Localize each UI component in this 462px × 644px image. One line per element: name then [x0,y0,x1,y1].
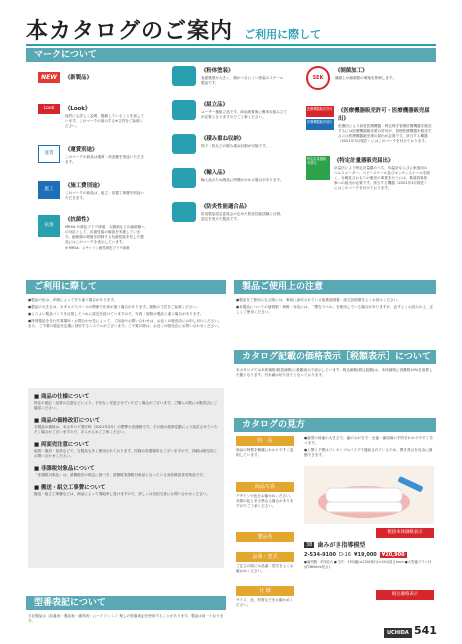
mark-antibacterial: 抗菌 《抗菌性》 MRSA や黄色ブドウ球菌、大腸菌などの細菌類への対応として、抗菌性能の確認を実施しています。細菌類の増殖を抑制する抗菌性能を有した製品にはこのマークを表示しています。 ※ MRSA：メチシリン耐性黄色ブドウ球菌 [38,215,146,251]
product-photo [304,466,434,524]
page-number: 541 [414,624,437,637]
powder-coating-icon [172,66,196,86]
medical-permit-badge: 医療機器販売許可 [306,106,334,117]
sample-name-row [304,540,434,549]
mark-freight: 運賃 《運賃別途》 このマークの商品は運賃・荷造費を別途いただきます。 [38,145,146,165]
new-badge: NEW [38,72,60,83]
page-header [26,14,436,46]
mark-medical-device: 医療機器販売許可 医療機器販売届出 《医療機器販売許可・医療機器販売届出》 医療法により高度医療機器・特定保守管理医療機器を販売するには医療機器販売業の許可が、管理医療機器を販売するには医療機器販売業の届出が必要です。該当する機器（2021年3月現在）にはこのマークを付けております。 [307,107,432,143]
mark-powder-coating: 《粉体塗装》 表面強度が大きく、傷がつきにくい塗装のスチール製品です。 [172,66,292,86]
mark-bacteria-control: SEK 《制菌加工》 繊維上の細菌数の増殖を抑制します。 [306,66,436,90]
brand-logo: UCHIDA [384,628,412,638]
grey-item: ■ 搬送・組立工事費について 搬送・組立工事費などは、商品によって現地申し受けますので、詳しくは各担当者にお問い合わせください。 [34,485,211,496]
page-subtitle: ご利用に際して [244,28,322,41]
size-text: サイズ、色、材質などをお確かめください。 [236,598,294,607]
mark-measuring-device: 特定計量器販売届出 《特定計量器販売届出》 計量法により特定計量器のうち、体温計ならびに家庭用のヘルスメーター、ベビースケール及びキッチンスケールを除く、分銅及びおもりの販売の事業を行うには、都道府県知事への届出が必要です。該当する機器（2021年3月現在）にはこのマークを付けております。 [307,157,430,190]
model-section-bar: 型番表記について [26,596,226,610]
stacking-icon [172,134,196,154]
sample-name: 歯みがき指導模型 [317,542,366,549]
assembly-icon [172,100,196,120]
tools-icon: 施工 [38,181,60,199]
grey-item: ■ 商品の仕様について 特注の意匠・品質の注意などにより、予告なく変更させていただく場合がございます。ご購入の際には販売店にご確認ください。 [34,394,217,410]
sample-tax-price: ¥20,900 [381,552,405,558]
look-badge: Look [38,104,60,114]
sample-bullet-1: ●歯型の前歯の大きさで、歯のみがき方・虫歯・歯周病の予防をわかりやすく学べます。 [304,436,433,445]
mark-construction: 施工 《施工費別途》 このマークの商品は、組立・設置工事費を別途いただきます。 [38,181,146,201]
mark-flame-retardant: 《防炎性能適合品》 防炎製品認定委員会の定めた防炎性能試験に合格、認定を受けた製品です。 [172,202,292,222]
flame-retardant-icon [172,202,196,222]
notice-left-text: ●製品の色は、印刷によって多少違う場合があります。 ●製品の大きさは、カタログスペースの関係で比率が違う場合があります。規格の寸法をご参照ください。 ●よりよい製品づくりを目指してつねに改良を続けていますので、写真・規格が製品と違う場合があります。 ●特別製品を含む作業場所・お問合わせ先によって、ご用途やお問い合わせは、お近くの販売店にお申し付けください。また、ご不要の製品を定期に回収するシステムがございます。ご不要の際は、お近くの販売店にお問い合わせください。 [28,298,222,328]
tooth-model-icon [304,466,434,524]
marks-right-column [306,66,436,191]
size-label: 仕 様 [236,586,294,596]
mark-imported: 《輸入品》 輸入品のため納品に時間がかかる場合があります。 [172,168,292,188]
truck-icon: 運賃 [38,145,60,163]
mark-look: Look 《Look》 他頁にも詳しく説明、掲載していることを表しています。このマークの指示する※文頁をご参照ください。 [38,104,146,129]
sek-icon: SEK [306,66,330,90]
photo-text: デザインや色をお確かめください。実際の色と多少異なる場合がありますのでご了承ください。 [236,494,294,508]
product-name-label: 製品名 [236,532,294,542]
howto-diagram [236,436,436,626]
features-label: 特 長 [236,436,294,446]
marks-middle-column [172,66,292,222]
notice-bar-left: ご利用に際して [26,280,226,294]
marks-section-bar: マークについて [26,48,436,62]
grey-item: ■ 両面売注意について 地図・施設・仮設などで、当製品も多く使用されております。同様の設置場所もございますので、詳細は販売店にお問い合わせください。 [34,442,217,458]
sample-code: 2-534-9100 [304,552,336,558]
grey-item: ■ 非課税対象品について 「非課税対象品」は、消費税法の規定に基づき、消費税非課税対象品となっている身体障害者用物品です。 [34,466,207,477]
sample-bullet-2: ●上顎と下顎はフレキシブルパイプで連結されているため、開き具合を自由に調節できます。 [304,448,433,457]
measuring-badge: 特定計量器販売届出 [306,156,330,180]
page-title: 本カタログのご案内 [26,19,234,44]
sample-code-row [304,552,434,558]
tax-label: 税込価格表示 [376,590,434,600]
howto-section-bar: カタログの見方 [234,418,436,432]
features-text: 商品の特徴を簡潔にわかりやすく説明しています。 [236,448,294,457]
mark-new: NEW 《新製品》 [38,68,146,86]
product-code-text: ご注文の際には品番・型式をよくお確かめください。 [236,564,294,573]
price-section-bar: カタログ記載の価格表示［税額表示］について [234,350,436,364]
medical-notify-badge: 医療機器販売届出 [306,119,334,130]
header-rule [26,44,436,46]
sample-spec: ●歯列数：約3倍大 ●寸法：170(幅)×220(奥行)×120(高さ)mm ●大型歯ブラシ付(約365mm長さ) [304,560,432,569]
grey-item: ■ 商品の価格改訂について 各製品の価格は、本カタログ発行時（2021年3月）の標準小売価格です。その後の経済変動により改訂させていただく場合がございますので、あらかじめご了承ください。 [34,418,218,434]
sample-model: D-16 [338,552,352,558]
product-code-label: 品番・型式 [236,552,294,562]
mark-assembly: 《組立品》 ユーザー様組立品です。商品到着後に簡単な組み立てが必要となりますのでご了承ください。 [172,100,292,120]
mark-stacking: 《積み重ね収納》 椅子・机などの積み重ね収納が可能です。 [172,134,292,154]
sample-number: 38 [306,541,313,548]
model-section-text: 当社製品は（品番表・製品表・識別表）にハイフン（–）無しの型番表記を使用することがあります。製品は同一となります。 [28,614,224,623]
price-section-text: 本カタログでは本体価格(税抜価格)と税額表示で表示しています。税込価格(税込総額)は、本体価格に消費税10%を加算した額となります。円未満は切り捨てとなっております。 [236,368,433,377]
sample-price: ¥19,000 [354,552,377,558]
photo-label: 商品写真 [236,482,294,492]
imported-icon [172,168,196,188]
notice-right-text: ●製品をご使用になる際には、事前に添付されている取扱説明書・組立説明書をよくお読みください。 ●本製品についての諸規制・事務・対応には、「警告ラベル」を使用している場合がありますが、必ずよくお読みの上、正しくご使用ください。 [236,298,434,314]
notice-grey-panel [28,388,224,568]
marks-left-column [38,68,146,251]
antibacterial-icon: 抗菌 [38,215,60,237]
notice-bar-right: 製品ご使用上の注意 [234,280,436,294]
price-label: 税抜本体価格表示 [376,528,434,538]
